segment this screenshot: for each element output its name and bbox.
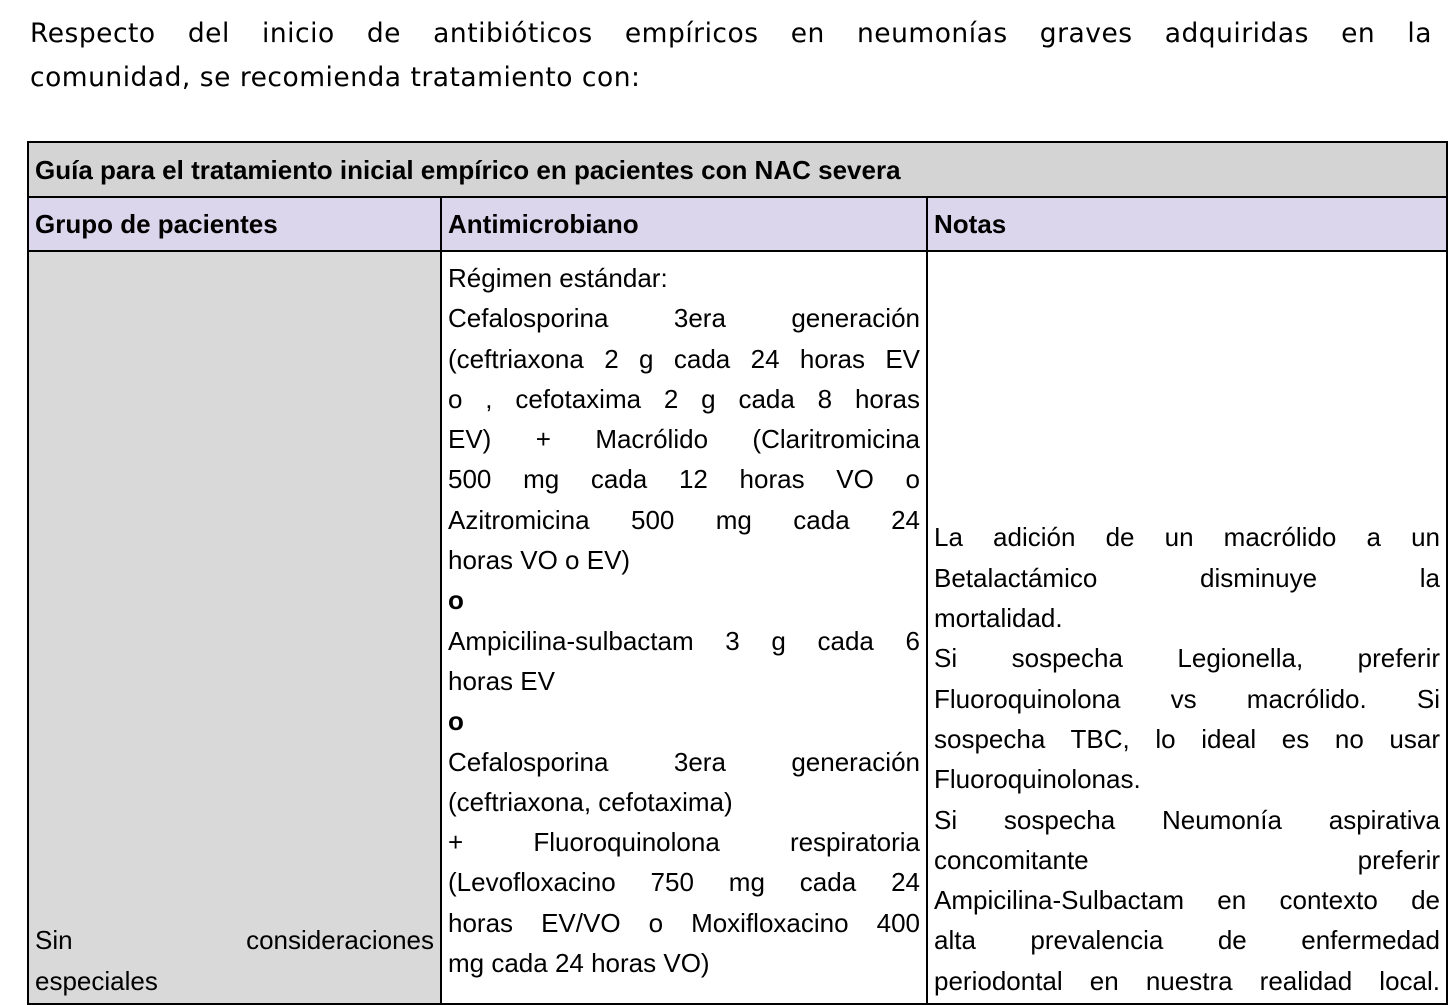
antimicrobial-line: horas EV — [448, 665, 555, 696]
antimicrobial-line: horas EV/VO o Moxifloxacino 400 — [448, 907, 920, 938]
notes-line: Fluoroquinolona vs macrólido. Si — [934, 683, 1441, 714]
notes-cell — [927, 251, 1447, 1004]
header-antimicrobial: Antimicrobiano — [441, 197, 927, 251]
table-title-row — [28, 142, 1447, 197]
notes-line: Si sospecha Legionella, preferir — [934, 643, 1441, 674]
antimicrobial-or: o — [448, 706, 464, 737]
question-line-2: comunidad, se recomienda tratamiento con: — [30, 62, 641, 93]
notes-line: concomitante preferir — [934, 844, 1441, 875]
notes-line: Ampicilina-Sulbactam en contexto de — [934, 885, 1441, 916]
group-line: especiales — [35, 965, 158, 996]
patient-group-cell — [28, 251, 441, 1004]
antimicrobial-line: + Fluoroquinolona respiratoria — [448, 827, 920, 858]
header-patient-group: Grupo de pacientes — [28, 197, 441, 251]
antimicrobial-line: Ampicilina-sulbactam 3 g cada 6 — [448, 625, 920, 656]
notes-line: mortalidad. — [934, 603, 1063, 634]
antimicrobial-line: EV) + Macrólido (Claritromicina — [448, 424, 920, 455]
header-notes: Notas — [927, 197, 1447, 251]
antimicrobial-cell — [441, 251, 927, 1004]
notes-line: Fluoroquinolonas. — [934, 764, 1141, 795]
antimicrobial-line: Cefalosporina 3era generación — [448, 303, 920, 334]
antimicrobial-line: horas VO o EV) — [448, 545, 631, 576]
notes-line: periodontal en nuestra realidad local. — [934, 965, 1441, 996]
group-line: Sin consideraciones — [35, 925, 434, 956]
antimicrobial-line: o , cefotaxima 2 g cada 8 horas — [448, 383, 920, 414]
antimicrobial-or: o — [448, 585, 464, 616]
antimicrobial-line: (ceftriaxona, cefotaxima) — [448, 786, 733, 817]
antimicrobial-line: (Levofloxacino 750 mg cada 24 — [448, 867, 920, 898]
table-header-row — [28, 197, 1447, 251]
notes-line: Betalactámico disminuye la — [934, 562, 1441, 593]
antimicrobial-line: Régimen estándar: — [448, 263, 668, 293]
table-title: Guía para el tratamiento inicial empírico en pacientes con NAC severa — [28, 142, 1447, 197]
table-row — [28, 251, 1447, 1004]
question-line-1: Respecto del inicio de antibióticos empíricos en neumonías graves adquiridas en la — [30, 18, 1432, 49]
treatment-guide-table — [27, 141, 1448, 1005]
notes-line: Si sospecha Neumonía aspirativa — [934, 804, 1441, 835]
question-text — [30, 12, 1432, 100]
notes-line: alta prevalencia de enfermedad — [934, 925, 1441, 956]
antimicrobial-line: (ceftriaxona 2 g cada 24 horas EV — [448, 343, 920, 374]
antimicrobial-line: Azitromicina 500 mg cada 24 — [448, 504, 920, 535]
notes-line: La adición de un macrólido a un — [934, 522, 1441, 553]
antimicrobial-line: mg cada 24 horas VO) — [448, 948, 710, 979]
antimicrobial-line: 500 mg cada 12 horas VO o — [448, 464, 920, 495]
notes-line: sospecha TBC, lo ideal es no usar — [934, 723, 1441, 754]
antimicrobial-line: Cefalosporina 3era generación — [448, 746, 920, 777]
